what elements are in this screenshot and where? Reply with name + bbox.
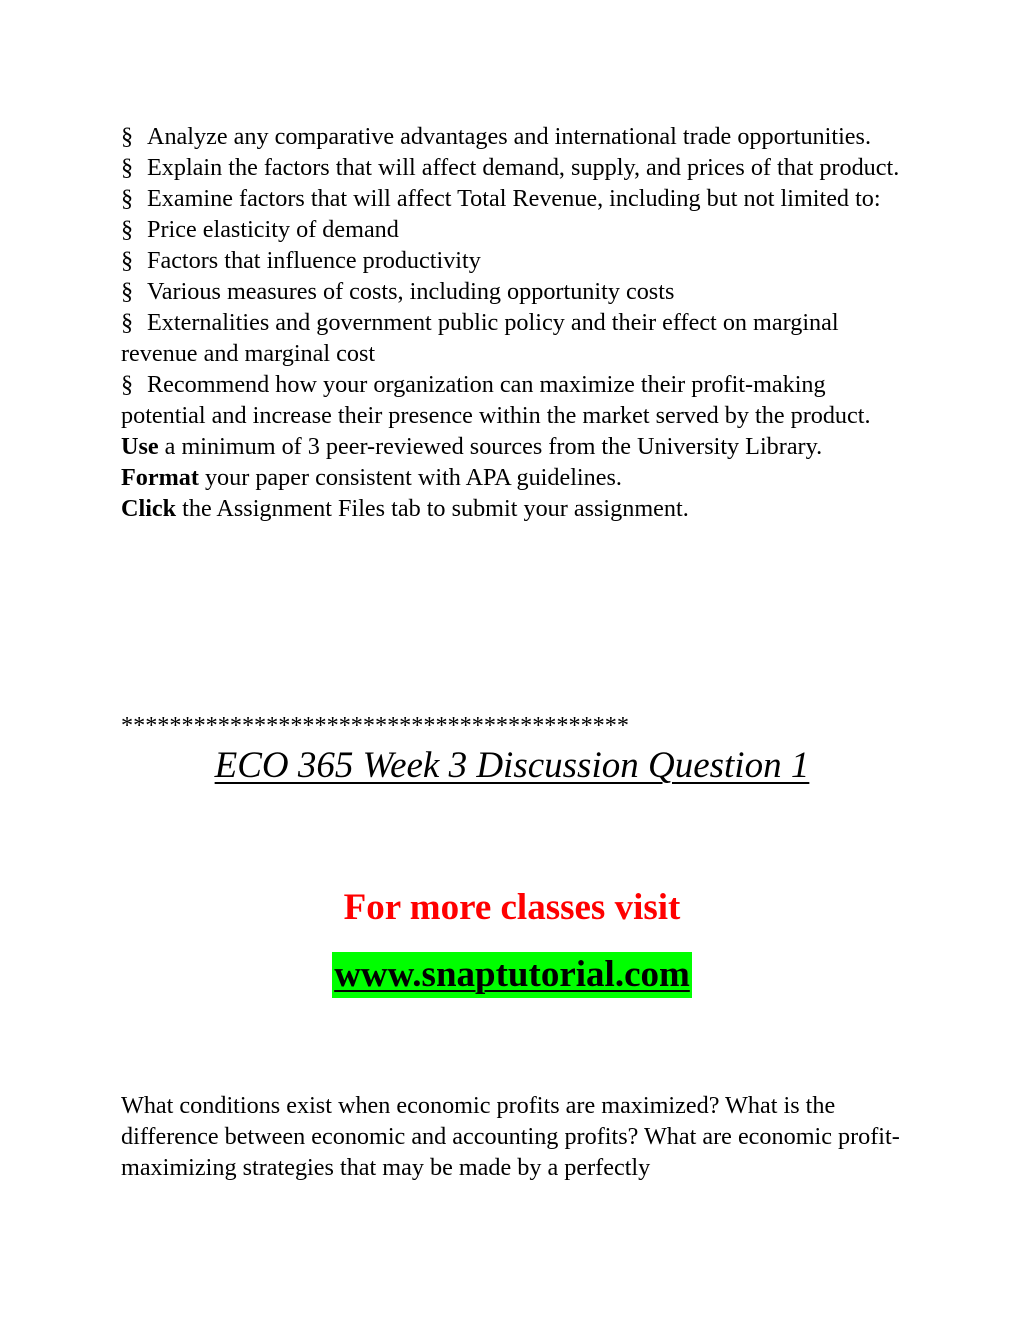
bullet-item xyxy=(121,214,911,245)
bullet-text: Factors that influence productivity xyxy=(147,247,481,274)
bullet-text: Analyze any comparative advantages and international trade opportunities. xyxy=(147,123,872,150)
bullet-mark: § xyxy=(121,371,134,398)
promo-link-container xyxy=(0,952,1024,998)
instruction-keyword: Format xyxy=(121,464,199,491)
bullet-mark: § xyxy=(121,309,134,336)
bullet-item xyxy=(121,276,911,307)
instruction-text: a minimum of 3 peer-reviewed sources from the University Library. xyxy=(158,433,823,460)
instruction-text: the Assignment Files tab to submit your assignment. xyxy=(176,495,689,522)
assignment-instructions xyxy=(121,121,911,524)
bullet-item xyxy=(121,183,911,214)
bullet-item xyxy=(121,245,911,276)
bullet-text: Recommend how your organization can maximize their profit-making potential and increase their presence within the market served by the product. xyxy=(121,371,871,429)
bullet-mark: § xyxy=(121,278,134,305)
bullet-text: Explain the factors that will affect demand, supply, and prices of that product. xyxy=(147,154,900,181)
bullet-mark: § xyxy=(121,247,134,274)
bullet-item xyxy=(121,369,911,431)
bullet-text: Price elasticity of demand xyxy=(147,216,399,243)
instruction-keyword: Use xyxy=(121,433,159,460)
instruction-keyword: Click xyxy=(121,495,177,522)
instruction-text: your paper consistent with APA guidelines. xyxy=(198,464,622,491)
bullet-item xyxy=(121,121,911,152)
bullet-item xyxy=(121,307,911,369)
website-link[interactable]: www.snaptutorial.com xyxy=(332,952,692,998)
bullet-item xyxy=(121,152,911,183)
asterisk-separator: ****************************************** xyxy=(121,712,629,739)
discussion-question: What conditions exist when economic profits are maximized? What is the difference between economic and accounting profits? What are economic profit-maximizing strategies that may be made by a perfectly xyxy=(121,1092,900,1181)
instruction-line xyxy=(121,493,911,524)
instruction-line xyxy=(121,462,911,493)
bullet-text: Externalities and government public policy and their effect on marginal revenue and marginal cost xyxy=(121,309,839,367)
bullet-mark: § xyxy=(121,216,134,243)
bullet-text: Various measures of costs, including opportunity costs xyxy=(147,278,675,305)
section-title-text: ECO 365 Week 3 Discussion Question 1 xyxy=(214,745,810,786)
bullet-mark: § xyxy=(121,185,134,212)
section-title xyxy=(0,742,1024,790)
promo-heading: For more classes visit xyxy=(343,887,681,928)
instruction-line xyxy=(121,431,911,462)
bullet-mark: § xyxy=(121,154,134,181)
bullet-text: Examine factors that will affect Total Revenue, including but not limited to: xyxy=(147,185,881,212)
bullet-mark: § xyxy=(121,123,134,150)
